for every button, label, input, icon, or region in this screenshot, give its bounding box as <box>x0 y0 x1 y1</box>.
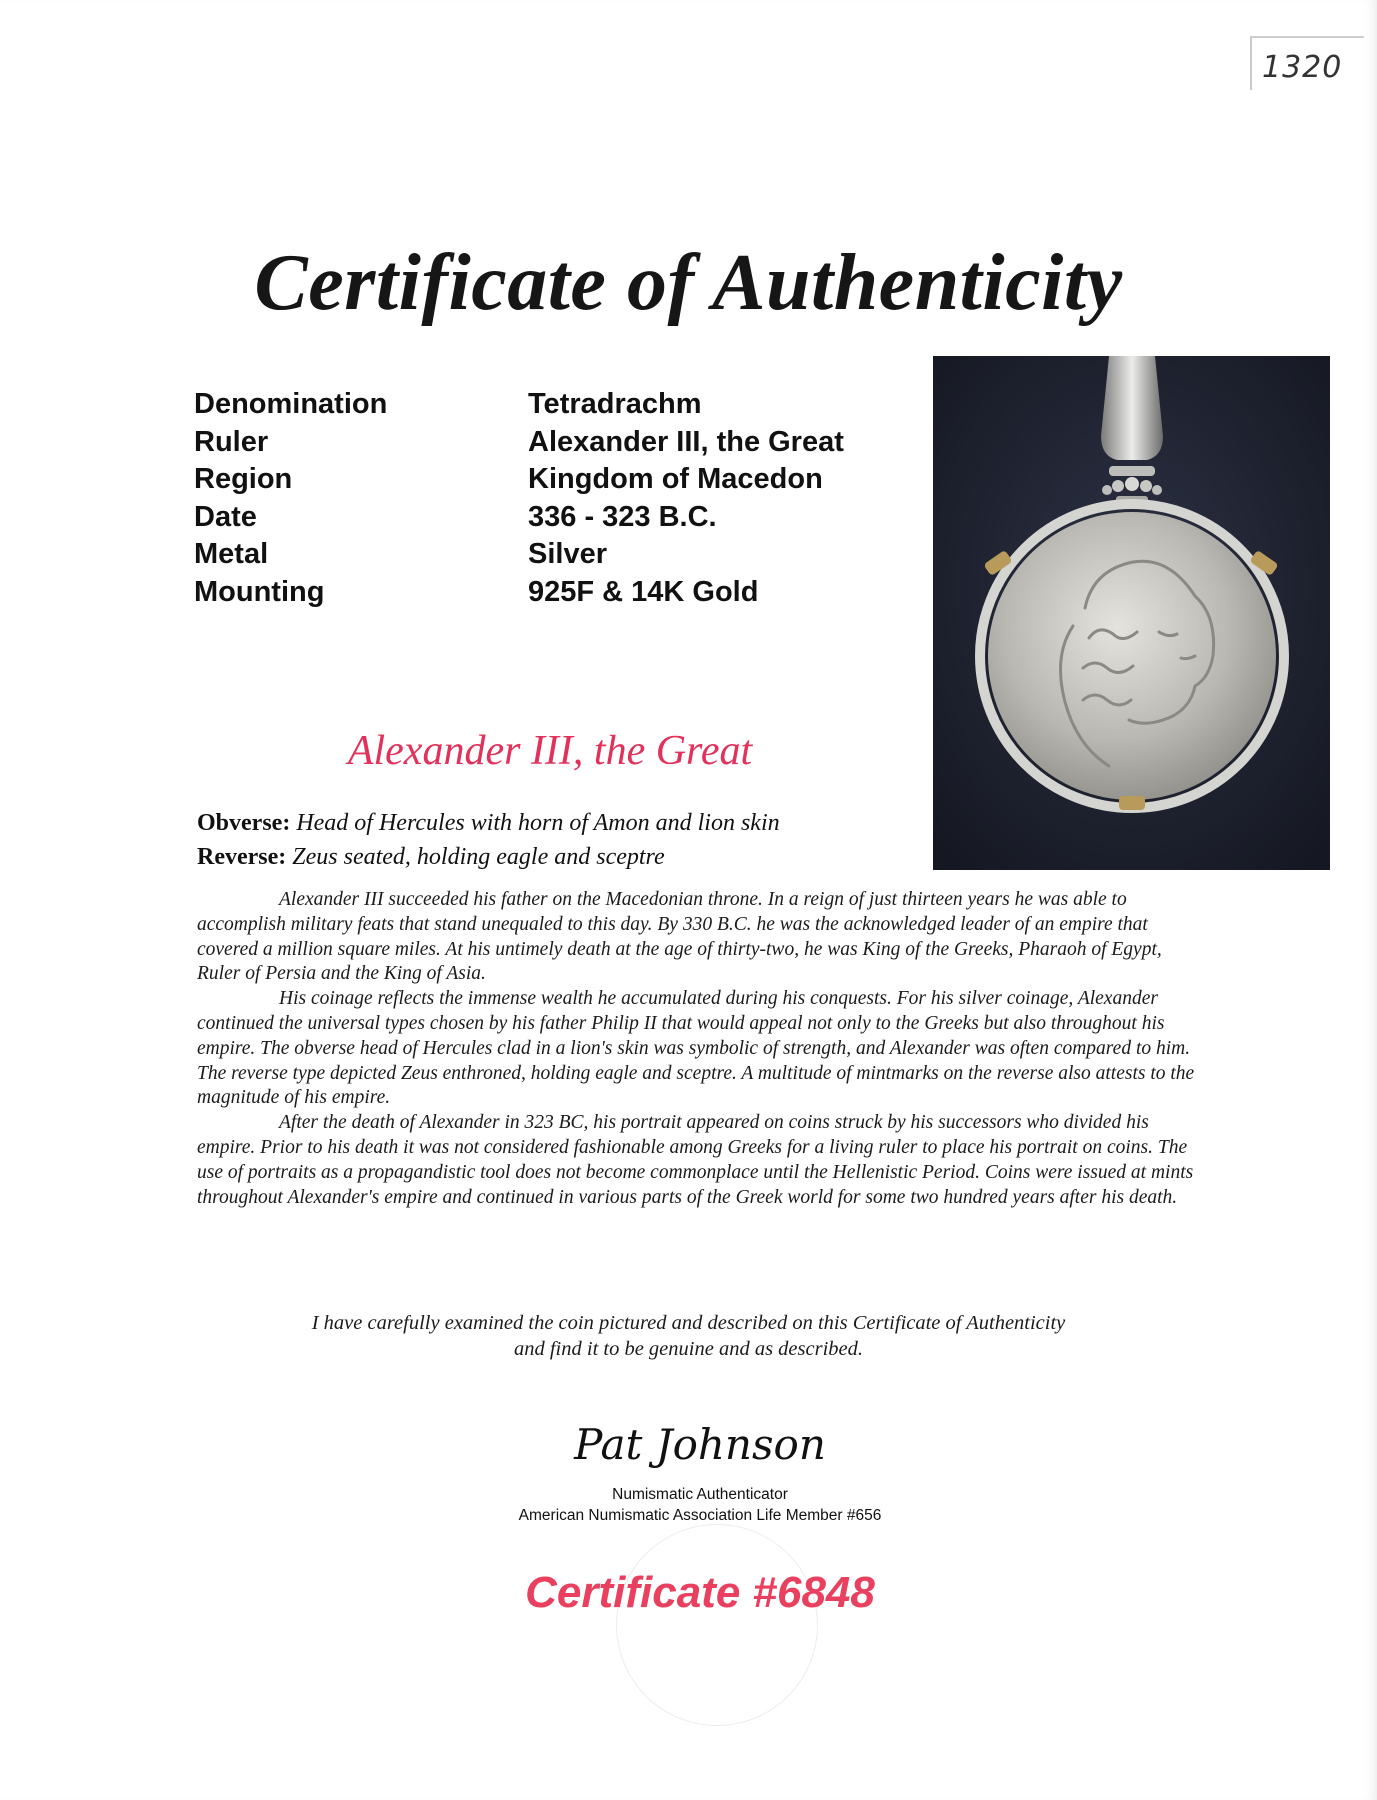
detail-value: Tetradrachm <box>528 388 702 420</box>
obverse-text: Head of Hercules with horn of Amon and lion skin <box>296 810 780 836</box>
history-text <box>197 888 1197 1210</box>
obverse-label: Obverse: <box>197 810 291 836</box>
coin-details-list <box>194 388 844 613</box>
detail-row-date <box>194 501 844 539</box>
certificate-title: Certificate of Authenticity <box>254 239 1123 327</box>
attestation-line: and find it to be genuine and as described. <box>513 1338 864 1360</box>
reverse-line <box>197 840 780 874</box>
certificate-number: Certificate #6848 <box>525 1568 875 1617</box>
detail-row-region <box>194 463 844 501</box>
attestation-statement <box>0 1310 1377 1362</box>
detail-label: Metal <box>194 538 269 570</box>
detail-value: Alexander III, the Great <box>528 425 844 458</box>
subject-heading: Alexander III, the Great <box>347 728 753 774</box>
pendant-bail <box>1101 356 1163 460</box>
detail-row-ruler <box>194 426 844 464</box>
obverse-line <box>197 806 780 840</box>
detail-row-denomination <box>194 388 844 426</box>
detail-label: Mounting <box>194 575 325 608</box>
detail-row-mounting <box>194 576 844 614</box>
detail-value: Silver <box>528 538 607 570</box>
detail-row-metal <box>194 538 844 576</box>
detail-label: Date <box>194 500 257 533</box>
signer-organization: American Numismatic Association Life Member #656 <box>518 1507 882 1524</box>
history-paragraph: After the death of Alexander in 323 BC, his portrait appeared on coins struck by his successors who divided his empire. Prior to his death it was not considered fashionable among Greeks for a living ruler to place his portrait on coins. The use of portraits as a propagandistic tool does not become commonplace until the Hellenistic Period. Coins were issued at mints throughout Alexander's empire and continued in various parts of the Greek world for some two hundred years after his death. <box>197 1112 1194 1208</box>
signature: Pat Johnson <box>574 1420 826 1469</box>
detail-label: Region <box>194 463 293 495</box>
detail-label: Ruler <box>194 425 269 458</box>
reverse-label: Reverse: <box>197 844 287 870</box>
signer-title: Numismatic Authenticator <box>612 1486 788 1503</box>
coin-pendant-photo <box>933 356 1330 870</box>
handwritten-stamp-number: 1320 <box>1262 50 1343 85</box>
coin-pendant-illustration <box>933 356 1330 870</box>
coin-sides <box>197 806 780 874</box>
detail-value: Kingdom of Macedon <box>528 463 823 495</box>
reverse-text: Zeus seated, holding eagle and sceptre <box>292 844 665 870</box>
detail-value: 336 - 323 B.C. <box>528 500 717 533</box>
history-paragraph: His coinage reflects the immense wealth he accumulated during his conquests. For his silver coinage, Alexander continued the universal types chosen by his father Philip II that would appeal not only to the Greeks but also throughout his empire. The obverse head of Hercules clad in a lion's skin was symbolic of strength, and Alexander was often compared to him. The reverse type depicted Zeus enthroned, holding eagle and sceptre. A multitude of mintmarks on the reverse also attests to the magnitude of his empire. <box>197 988 1195 1109</box>
detail-value: 925F & 14K Gold <box>528 575 759 608</box>
history-paragraph: Alexander III succeeded his father on the Macedonian throne. In a reign of just thirteen years he was able to accomplish military feats that stand unequaled to this day. By 330 B.C. he was the acknowledged leader of an empire that covered a million square miles. At his untimely death at the age of thirty-two, he was King of the Greeks, Pharaoh of Egypt, Ruler of Persia and the King of Asia. <box>197 889 1162 985</box>
embossed-seal <box>616 1524 818 1726</box>
attestation-line: I have carefully examined the coin pictured and described on this Certificate of Authenticity <box>311 1312 1066 1334</box>
detail-label: Denomination <box>194 388 388 420</box>
